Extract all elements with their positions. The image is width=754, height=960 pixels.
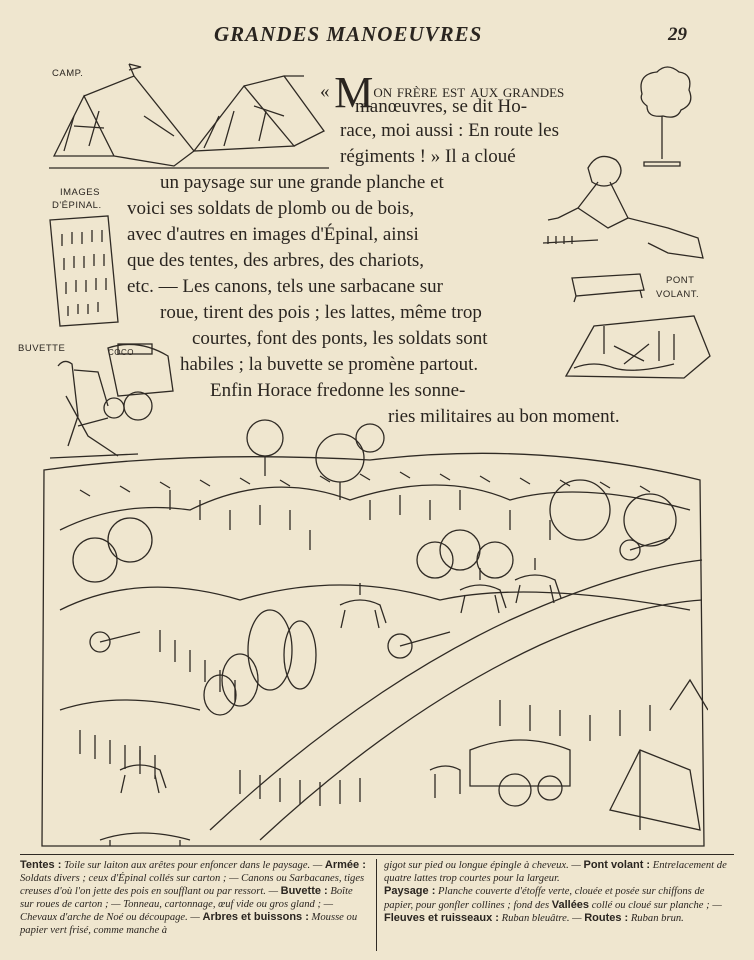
page-title: GRANDES MANOEUVRES <box>214 22 483 46</box>
caption-vallees: Vallées collé ou cloué sur planche ; — <box>551 898 722 911</box>
body-line-5: un paysage sur une grande planche et <box>160 172 444 193</box>
caption-arbres: Arbres et buissons : Mousse ou papier vert frisé, comme manche à <box>20 911 358 936</box>
caption-routes: Routes : Ruban brun. <box>584 912 684 925</box>
label-buvette: BUVETTE <box>18 343 66 354</box>
body-line-9: etc. — Les canons, tels une sarbacane sur <box>127 276 444 297</box>
body-line-4: régiments ! » Il a cloué <box>340 146 516 167</box>
label-pont-2: VOLANT. <box>656 289 700 300</box>
body-line-14: ries militaires au bon moment. <box>388 406 620 427</box>
captions-left-column <box>20 859 368 938</box>
caption-paysage: Paysage : Planche couverte d'étoffe verte, clouée et posée sur chiffons de papier, pour gonfler collines ; fond des <box>384 885 705 911</box>
body-line-7: avec d'autres en images d'Épinal, ainsi <box>127 224 419 245</box>
label-images-1: IMAGES <box>60 187 100 198</box>
label-coco: COCO <box>108 348 134 357</box>
pont-volant-box-illustration <box>568 268 648 304</box>
camp-tents-illustration <box>44 56 334 176</box>
horace-playing-illustration <box>538 148 718 273</box>
bridge-scene-illustration <box>564 306 712 386</box>
body-line-1: « Mon frère est aux grandes <box>320 68 565 117</box>
battle-scene-illustration <box>40 410 708 850</box>
label-images-2: D'ÉPINAL. <box>52 200 102 211</box>
caption-arbres-cont: gigot sur pied ou longue épingle à cheveux. — <box>384 860 584 871</box>
captions-right-column <box>384 859 734 926</box>
caption-buvette: Buvette : Boîte sur roues de carton ; — Tonneau, cartonnage, œuf vide ou gros gland ; — Chevaux d'arche de Noé ou découpage. — <box>20 885 353 924</box>
captions-divider <box>376 859 377 951</box>
body-line-3: race, moi aussi : En route les <box>340 120 559 141</box>
captions-section <box>20 854 734 955</box>
label-pont-1: PONT <box>666 275 695 286</box>
body-line-12: habiles ; la buvette se promène partout. <box>180 354 479 375</box>
body-line-2: manœuvres, se dit Ho- <box>355 96 528 117</box>
body-line-13: Enfin Horace fredonne les sonne- <box>210 380 466 401</box>
body-line-11: courtes, font des ponts, les soldats sont <box>192 328 488 349</box>
body-line-6: voici ses soldats de plomb ou de bois, <box>127 198 415 219</box>
caption-pont-volant: Pont volant : Entrelacement de quatre lattes trop courtes pour la largeur. <box>384 859 727 884</box>
epinal-images-illustration <box>46 214 122 330</box>
body-line-8: que des tentes, des arbres, des chariots, <box>127 250 425 271</box>
caption-fleuves: Fleuves et ruisseaux : Ruban bleuâtre. — <box>384 912 585 925</box>
body-line-10: roue, tirent des pois ; les lattes, même trop <box>160 302 482 323</box>
caption-tentes: Tentes : Toile sur laiton aux arêtes pour enfoncer dans le paysage. — <box>20 859 325 871</box>
caption-armee: Armée : Soldats divers ; ceux d'Épinal collés sur carton ; — Canons ou Sarbacanes, tiges creuses d'où l'on jette des pois en soufflant ou par ressort. — <box>20 859 366 898</box>
page-number: 29 <box>668 24 687 45</box>
label-camp: CAMP. <box>52 68 84 79</box>
